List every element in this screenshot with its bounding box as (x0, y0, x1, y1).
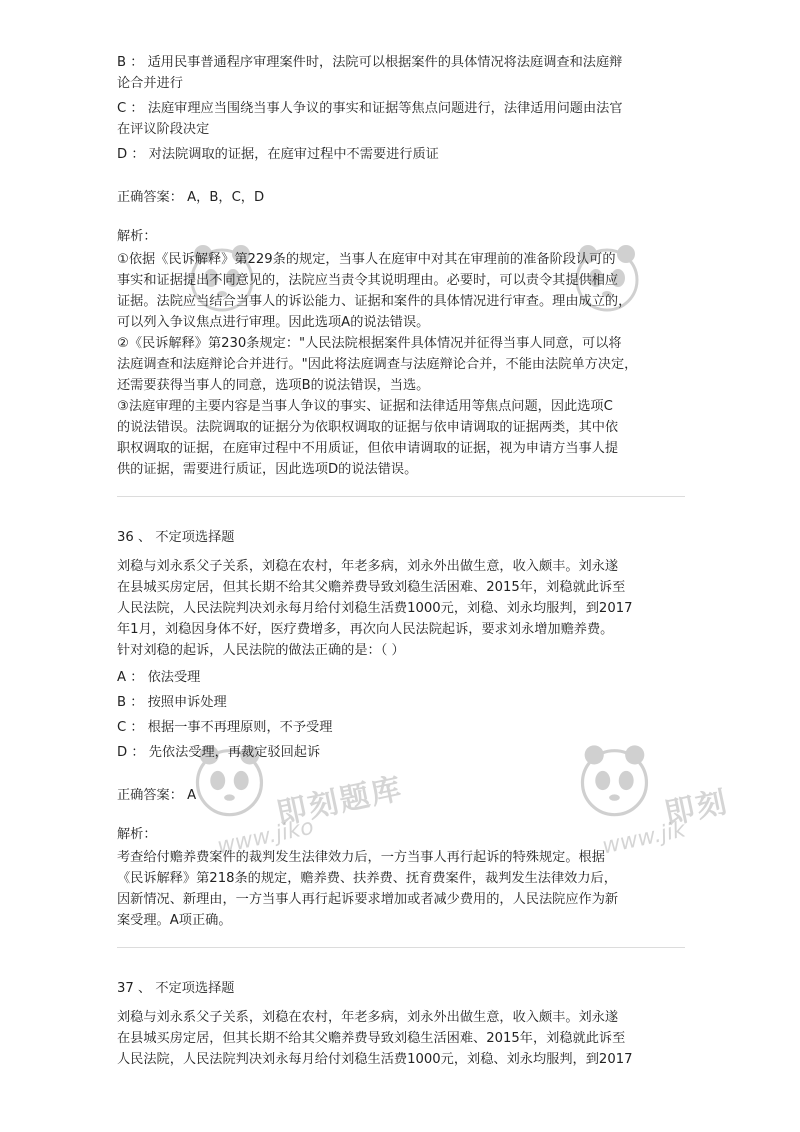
document-page (117, 52, 685, 1070)
watermark-url: www.jiko (215, 814, 317, 860)
explain-line: 职权调取的证据，在庭审过程中不用质证，但依申请调取的证据，视为申请方当事人提 (117, 441, 619, 456)
q35-explanation (117, 249, 685, 480)
explain-line: 案受理。A项正确。 (117, 913, 232, 928)
watermark-text-right: 即刻 (661, 784, 732, 833)
explain-line: ②《民诉解释》第230条规定："人民法院根据案件具体情况并征得当事人同意，可以将 (117, 336, 622, 351)
explain-line: ①依据《民诉解释》第229条的规定，当事人在庭审中对其在审理前的准备阶段认可的 (117, 252, 616, 267)
q36-option-d: D ： 先依法受理，再裁定驳回起诉 (117, 745, 321, 760)
q36-option-b: B ： 按照申诉处理 (117, 695, 227, 710)
explain-line: 可以列入争议焦点进行审理。因此选项A的说法错误。 (117, 315, 430, 330)
explain-line: 的说法错误。法院调取的证据分为依职权调取的证据与依申请调取的证据两类，其中依 (117, 420, 619, 435)
q36-explanation (117, 847, 685, 931)
stem-line: 在县城买房定居，但其长期不给其父赡养费导致刘稳生活困难、2015年，刘稳就此诉至 (117, 1031, 626, 1046)
q35-option-b (117, 52, 685, 94)
stem-line: 在县城买房定居，但其长期不给其父赡养费导致刘稳生活困难、2015年，刘稳就此诉至 (117, 580, 626, 595)
stem-line: 年1月，刘稳因身体不好，医疗费增多，再次向人民法院起诉，要求刘永增加赡养费。 (117, 622, 614, 637)
question-divider (117, 947, 685, 948)
explain-line: 法庭调查和法庭辩论合并进行。"因此将法庭调查与法庭辩论合并，不能由法院单方决定， (117, 357, 638, 372)
explain-line: 因新情况、新理由，一方当事人再行起诉要求增加或者减少费用的，人民法院应作为新 (117, 892, 619, 907)
q37-stem (117, 1007, 685, 1070)
watermark-url-right: www.jik (600, 817, 688, 860)
q35-option-c (117, 98, 685, 140)
q36-option-a: A ： 依法受理 (117, 670, 201, 685)
q36-explain-label: 解析： (117, 827, 157, 842)
q36-answer: 正确答案： A (117, 788, 197, 803)
q37-heading: 37 、 不定项选择题 (117, 981, 235, 996)
explain-line: 还需要获得当事人的同意，选项B的说法错误，当选。 (117, 378, 430, 393)
explain-line: ③法庭审理的主要内容是当事人争议的事实、证据和法律适用等焦点问题，因此选项C (117, 399, 613, 414)
explain-line: 考查给付赡养费案件的裁判发生法律效力后，一方当事人再行起诉的特殊规定。根据 (117, 850, 605, 865)
q35-option-d (117, 144, 685, 165)
stem-line: 刘稳与刘永系父子关系，刘稳在农村，年老多病，刘永外出做生意，收入颇丰。刘永遂 (117, 1010, 619, 1025)
explain-line: 证据。法院应当结合当事人的诉讼能力、证据和案件的具体情况进行审查。理由成立的， (117, 294, 632, 309)
option-line: 在评议阶段决定 (117, 122, 210, 137)
explain-line: 事实和证据提出不同意见的，法院应当责令其说明理由。必要时，可以责令其提供相应 (117, 273, 619, 288)
option-line: C ： 法庭审理应当围绕当事人争议的事实和证据等焦点问题进行，法律适用问题由法官 (117, 101, 623, 116)
option-line: B ： 适用民事普通程序审理案件时，法院可以根据案件的具体情况将法庭调查和法庭辩 (117, 55, 623, 70)
q35-explain-label: 解析： (117, 229, 157, 244)
option-line: D ： 对法院调取的证据，在庭审过程中不需要进行质证 (117, 147, 439, 162)
option-line: 论合并进行 (117, 76, 183, 91)
q36-option-c: C ： 根据一事不再理原则，不予受理 (117, 720, 333, 735)
stem-line: 针对刘稳的起诉，人民法院的做法正确的是：（ ） (117, 643, 405, 658)
stem-line: 刘稳与刘永系父子关系，刘稳在农村，年老多病，刘永外出做生意，收入颇丰。刘永遂 (117, 559, 619, 574)
stem-line: 人民法院，人民法院判决刘永每月给付刘稳生活费1000元，刘稳、刘永均服判，到2017 (117, 601, 633, 616)
stem-line: 人民法院，人民法院判决刘永每月给付刘稳生活费1000元，刘稳、刘永均服判，到2017 (117, 1052, 633, 1067)
question-divider (117, 496, 685, 497)
q36-stem (117, 556, 685, 661)
explain-line: 《民诉解释》第218条的规定，赡养费、扶养费、抚育费案件，裁判发生法律效力后， (117, 871, 617, 886)
q35-answer: 正确答案： A，B，C，D (117, 190, 265, 205)
watermark-text: 即刻题库 (273, 771, 407, 833)
q36-heading: 36 、 不定项选择题 (117, 530, 235, 545)
explain-line: 供的证据，需要进行质证，因此选项D的说法错误。 (117, 462, 418, 477)
